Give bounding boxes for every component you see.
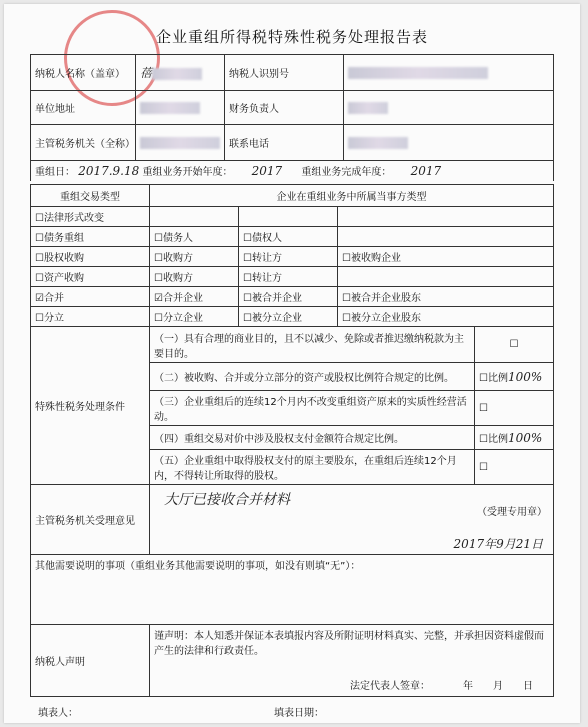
- form-title: 企业重组所得税特殊性税务处理报告表: [155, 28, 428, 46]
- taxpayer-id-label: 纳税人识别号: [225, 55, 344, 91]
- row-type: ☐法律形式改变: [31, 207, 150, 227]
- acceptance-stamp-text: （受理专用章）: [477, 507, 547, 518]
- opinion-label: 主管税务机关受理意见: [31, 485, 150, 555]
- fill-date-label: 填表日期：: [274, 708, 324, 719]
- opinion-handwriting: 大厅已接收合并材料: [164, 492, 290, 508]
- party-header: 企业在重组业务中所属当事方类型: [150, 185, 554, 207]
- authority-label: 主管税务机关（全称）: [31, 125, 136, 161]
- declaration-date: 年 月 日: [463, 681, 533, 692]
- condition-5: （五）企业重组中取得股权支付的原主要股东，在重组后连续12个月内，不得转让所取得的股权。: [150, 450, 475, 485]
- finance-redacted: [348, 102, 388, 114]
- reorg-type-table: 重组交易类型 企业在重组业务中所属当事方类型 ☐法律形式改变 ☐债务重组 ☐债务人 ☐债权人 ☐股权收购 ☐收购方 ☐转让方 ☐被收购企业 ☐资产收购 ☐收购方 ☐转让方 ☑合并 ☑合并企业 ☐被合并企业 ☐被合并企业股东 ☐分立 ☐分立企业 ☐被分立企业 ☐被分立企业股东 特殊性税务处理条件 （一）具有合理的商业目的，且不以减少、免除或者推迟缴纳税款为主要目的。 ☐ （二）被收购、合并或分立部分的资产或股权比例符合规定的比例。 ☐比例100% （三）企业重组后的连续12个月内不改变重组资产原来的实质性经营活动。 ☐ （四）重组交易对价中涉及股权支付金额符合规定比例。 ☐比例100% （五）企业重组中取得股权支付的原主要股东，在重组后连续12个月内，不得转让所取得的股权。 ☐ 主管税务机关受理意见 大厅已接收合并材料 （受理专用章） 2017年9月21日 其他需要说明的事项（重组业务其他需要说明的事项，如没有则填“无”）： 纳税人声明 谨声明：本人知悉并保证本表填报内容及所附证明材料真实、完整，并承担因资料虚假而产生的法律和行政责任。 法定代表人签章： 年 月 日: [30, 184, 554, 697]
- finance-label: 财务负责人: [225, 91, 344, 125]
- authority-redacted: [140, 137, 220, 149]
- taxpayer-info-table: 纳税人名称（盖章） 蓓 纳税人识别号 单位地址 财务负责人 主管税务机关（全称） 联系电话 重组日： 2017.9.18 重组业务开始年度： 2017 重组业务完成年度： 2017: [30, 54, 554, 181]
- declaration-text: 谨声明：本人知悉并保证本表填报内容及所附证明材料真实、完整，并承担因资料虚假而产生的法律和行政责任。: [154, 631, 544, 657]
- address-label: 单位地址: [31, 91, 136, 125]
- condition-2: （二）被收购、合并或分立部分的资产或股权比例符合规定的比例。: [150, 363, 475, 391]
- end-year-value: 2017: [410, 164, 442, 179]
- address-redacted: [140, 102, 200, 114]
- filler-label: 填表人：: [38, 708, 78, 719]
- document-page: [4, 4, 580, 723]
- start-year-value: 2017: [251, 164, 283, 179]
- reorg-date-value: 2017.9.18: [78, 164, 140, 179]
- condition-4: （四）重组交易对价中涉及股权支付金额符合规定比例。: [150, 426, 475, 450]
- opinion-date: 2017年9月21日: [453, 537, 543, 551]
- signature-label: 法定代表人签章：: [350, 681, 430, 692]
- end-year-label: 重组业务完成年度：: [301, 167, 392, 179]
- condition-3: （三）企业重组后的连续12个月内不改变重组资产原来的实质性经营活动。: [150, 391, 475, 426]
- type-header: 重组交易类型: [31, 185, 150, 207]
- phone-redacted: [348, 137, 408, 149]
- taxpayer-id-redacted: [348, 67, 488, 79]
- declaration-label: 纳税人声明: [31, 625, 150, 697]
- phone-label: 联系电话: [225, 125, 344, 161]
- conditions-label: 特殊性税务处理条件: [31, 327, 150, 485]
- reorg-date-label: 重组日：: [35, 167, 75, 179]
- start-year-label: 重组业务开始年度：: [142, 167, 233, 179]
- other-notes: 其他需要说明的事项（重组业务其他需要说明的事项，如没有则填“无”）：: [31, 555, 554, 625]
- condition-1: （一）具有合理的商业目的，且不以减少、免除或者推迟缴纳税款为主要目的。: [150, 327, 475, 363]
- taxpayer-name-label: 纳税人名称（盖章）: [31, 55, 136, 91]
